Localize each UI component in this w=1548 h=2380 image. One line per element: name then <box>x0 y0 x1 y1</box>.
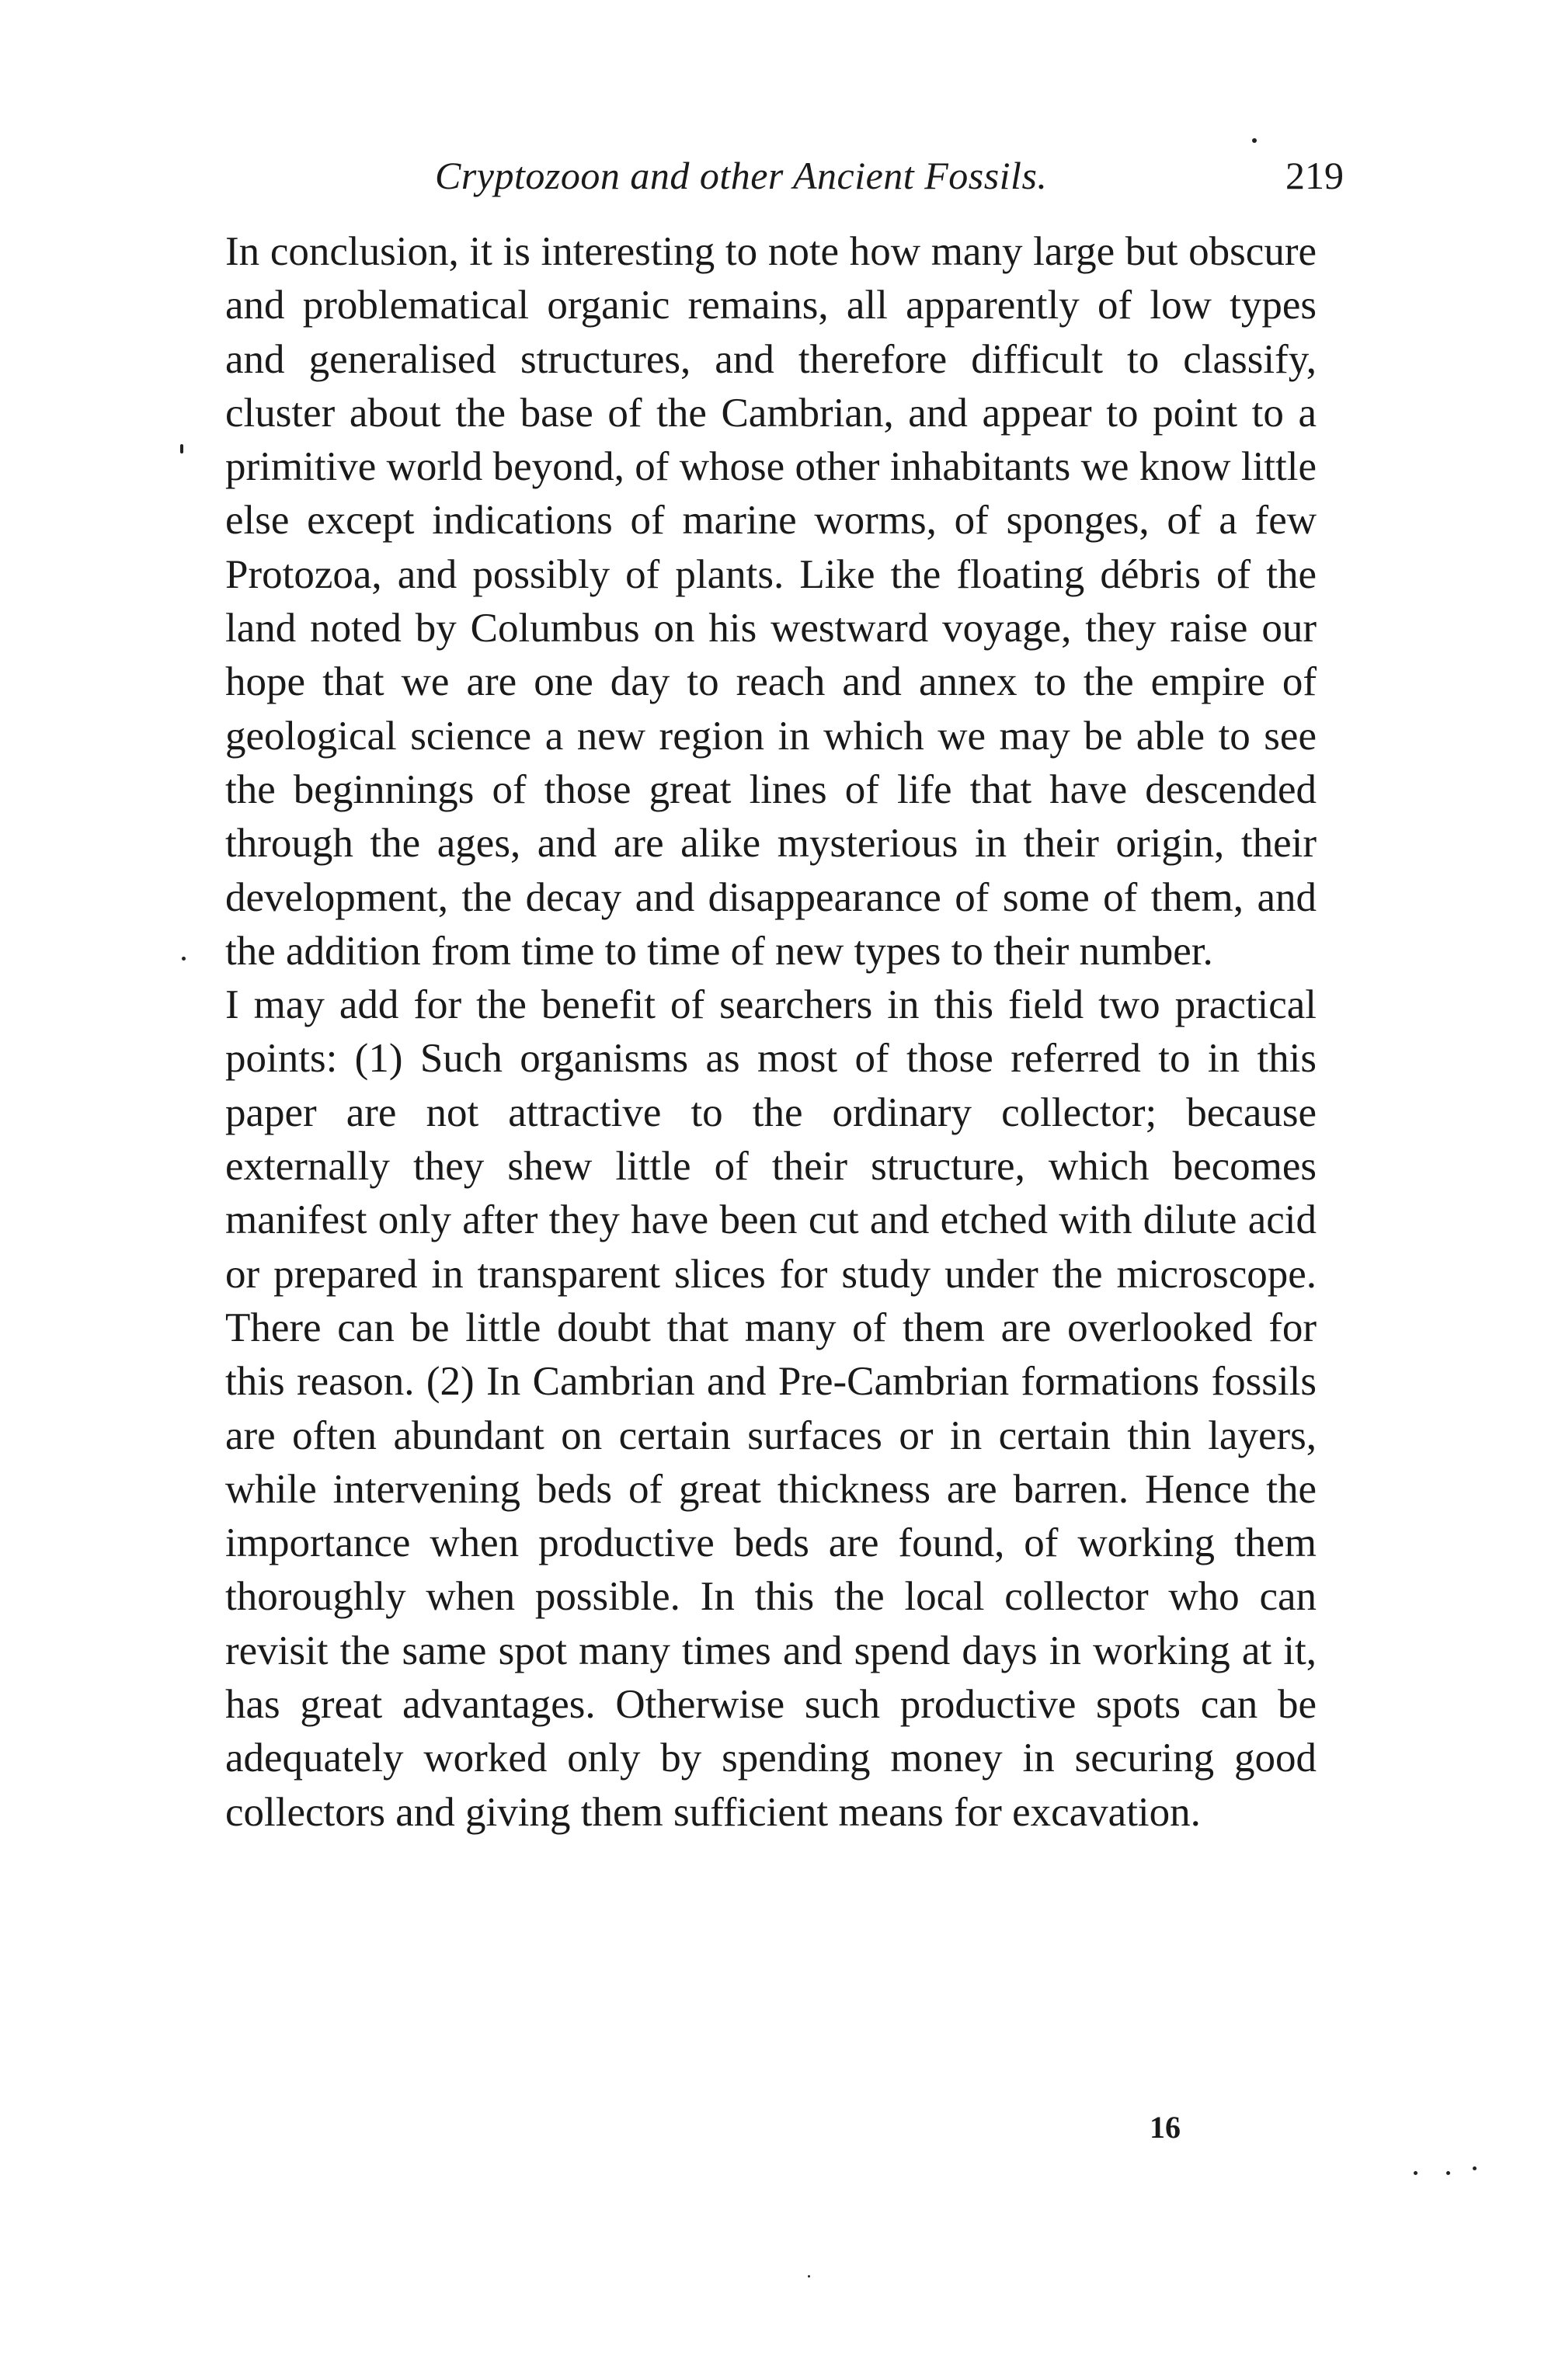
page-number: 219 <box>1285 154 1344 197</box>
paragraph-conclusion: In conclusion, it is interesting to note how many large but obscure and problematical organic remains, all apparently of low types and generalised structures, and therefore difficult to classify, cluster about the base of the Cambrian, and appear to point to a primitive world beyond, of whose other inhabitants we know little else except indications of marine worms, of sponges, of a few Protozoa, and possibly of plants. Like the floating débris of the land noted by Columbus on his westward voyage, they raise our hope that we are one day to reach and annex to the empire of geological science a new region in which we may be able to see the beginnings of those great lines of life that have descended through the ages, and are alike mysterious in their origin, their development, the decay and disappearance of some of them, and the addition from time to time of new types to their number. <box>225 229 1317 974</box>
scan-speck <box>1414 2171 1418 2175</box>
scan-speck <box>1252 138 1257 143</box>
scan-speck <box>180 444 183 453</box>
running-title: Cryptozoon and other Ancient Fossils. <box>435 154 1048 197</box>
paragraph-practical-points: I may add for the benefit of searchers in this field two practical points: (1) Such organisms as most of those referred to in this paper are not attractive to the ordinary collector; because externally they shew little of their structure, which becomes manifest only after they have been cut and etched with dilute acid or prepared in transparent slices for study under the microscope. There can be little doubt that many of them are overlooked for this reason. (2) In Cambrian and Pre-Cambrian formations fossils are often abundant on certain surfaces or in certain thin layers, while intervening beds of great thickness are barren. Hence the importance when productive beds are found, of working them thoroughly when possible. In this the local collector who can revisit the same spot many times and spend days in working at it, has great advantages. Otherwise such productive spots can be adequately worked only by spending money in securing good collectors and giving them sufficient means for excavation. <box>225 982 1317 1835</box>
signature-mark: 16 <box>1150 2110 1181 2145</box>
scan-speck <box>808 2275 810 2278</box>
scan-speck <box>1446 2171 1450 2175</box>
scan-speck <box>1473 2166 1477 2170</box>
scan-speck <box>182 957 186 961</box>
running-head <box>225 144 1344 207</box>
body-text <box>225 225 1317 1840</box>
